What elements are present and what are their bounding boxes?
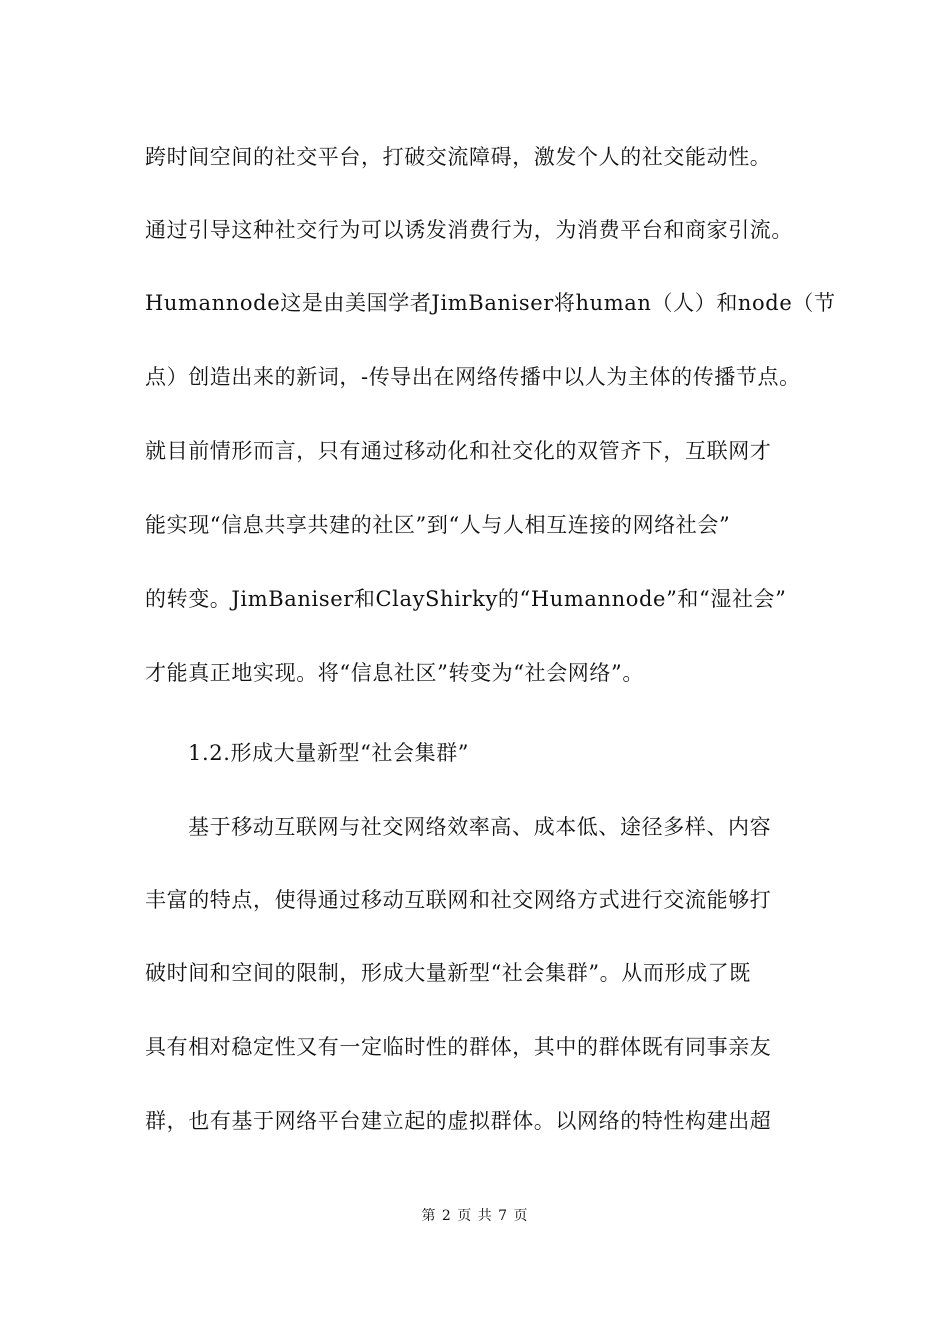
body-text-line: 具有相对稳定性又有一定临时性的群体，其中的群体既有同事亲友 (145, 1035, 772, 1059)
body-text-line: 基于移动互联网与社交网络效率高、成本低、途径多样、内容 (188, 815, 772, 839)
body-text-line: 跨时间空间的社交平台，打破交流障碍，激发个人的社交能动性。 (145, 145, 772, 169)
body-text-line: Humannode这是由美国学者JimBaniser将human（人）和node（节 (145, 291, 836, 315)
body-text-line: 点）创造出来的新词，-传导出在网络传播中以人为主体的传播节点。 (145, 365, 801, 389)
body-text-line: 群，也有基于网络平台建立起的虚拟群体。以网络的特性构建出超 (145, 1109, 772, 1133)
page-number-footer: 第 2 页 共 7 页 (421, 1208, 529, 1224)
body-text-line: 就目前情形而言，只有通过移动化和社交化的双管齐下，互联网才 (145, 439, 772, 463)
body-text-line: 通过引导这种社交行为可以诱发消费行为，为消费平台和商家引流。 (145, 218, 793, 242)
body-text-line: 破时间和空间的限制，形成大量新型“社会集群”。从而形成了既 (145, 961, 751, 985)
body-text-line: 才能真正地实现。将“信息社区”转变为“社会网络”。 (145, 661, 644, 685)
body-text-line: 的转变。JimBaniser和ClayShirky的“Humannode”和“湿社会” (145, 587, 787, 611)
body-text-line: 能实现“信息共享共建的社区”到“人与人相互连接的网络社会” (145, 513, 731, 537)
section-heading: 1.2.形成大量新型“社会集群” (188, 741, 470, 765)
body-text-line: 丰富的特点，使得通过移动互联网和社交网络方式进行交流能够打 (145, 888, 772, 912)
